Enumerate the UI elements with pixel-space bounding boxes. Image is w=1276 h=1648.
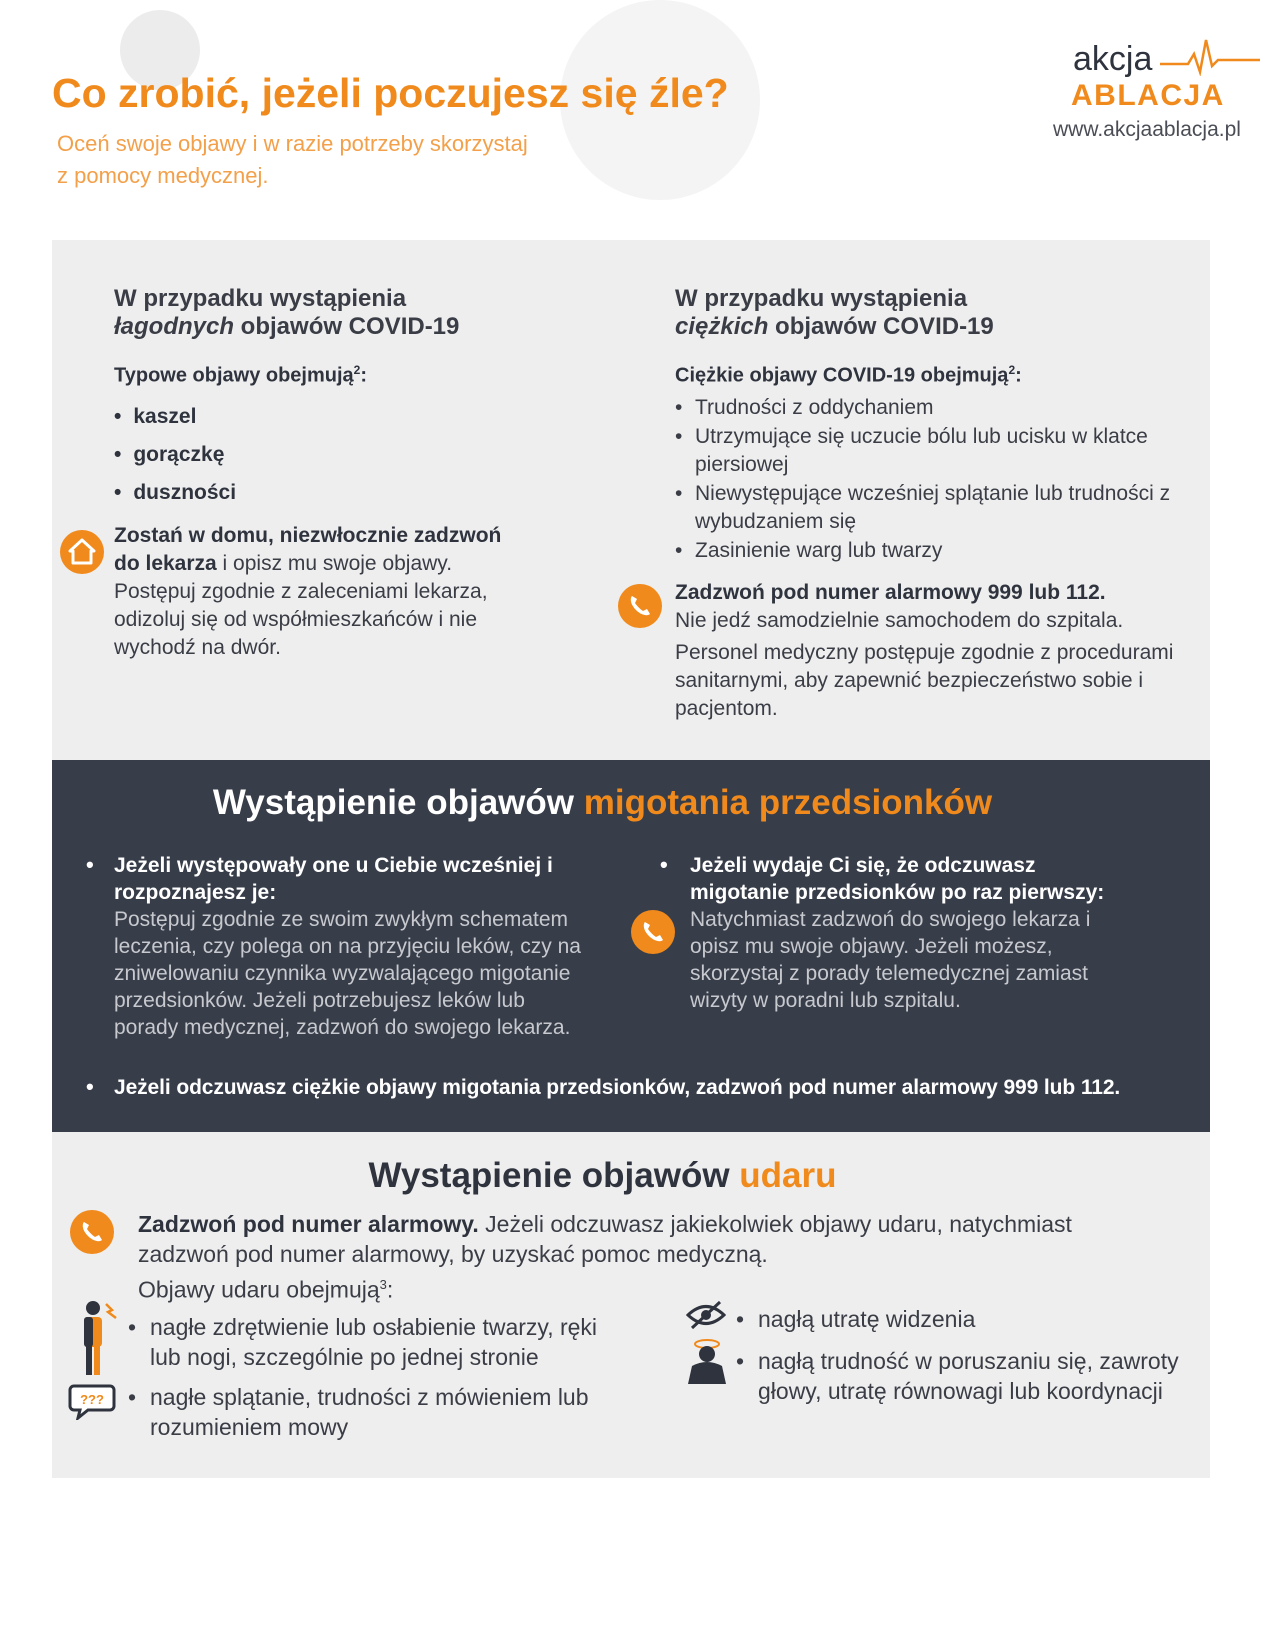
list-item: • Trudności z oddychaniem <box>675 394 1185 422</box>
list-item: • duszności <box>114 474 614 512</box>
phone-icon <box>631 910 675 954</box>
home-icon <box>60 530 104 574</box>
severe-call-advice: Zadzwoń pod numer alarmowy 999 lub 112. Nie jedź samodzielnie samochodem do szpitala. Personel medyczny postępuje zgodnie z procedurami sanitarnymi, aby zapewnić bezpieczeństwo sobie i pacjentom. <box>675 580 1174 720</box>
mild-advice: Zostań w domu, niezwłocznie zadzwoń do lekarza i opisz mu swoje objawy. Postępuj zgodnie z zaleceniami lekarza, odizoluj się od współmieszkańców i nie wychodź na dwór. <box>114 523 502 659</box>
stroke-symptom-speech: • nagłe splątanie, trudności z mówieniem lub rozumieniem mowy <box>128 1384 589 1440</box>
af-title: Wystąpienie objawów migotania przedsionków <box>212 783 993 822</box>
logo-url[interactable]: www.akcjaablacja.pl <box>1053 118 1241 141</box>
svg-text:???: ??? <box>80 1392 104 1407</box>
list-item: • kaszel <box>114 398 614 436</box>
phone-icon <box>70 1210 114 1254</box>
logo-word-ablacja: ABLACJA <box>1071 79 1225 112</box>
page-title: Co zrobić, jeżeli poczujesz się źle? <box>52 70 729 116</box>
stroke-call-advice: Zadzwoń pod numer alarmowy. Jeżeli odczuwasz jakiekolwiek objawy udaru, natychmiast zadzwoń pod numer alarmowy, by uzyskać pomoc medyczną. <box>138 1211 1072 1267</box>
page-subtitle: Oceń swoje objawy i w razie potrzeby skorzystaj z pomocy medycznej. <box>57 131 528 188</box>
severe-symptom-list <box>675 394 1185 565</box>
person-numbness-icon <box>76 1300 126 1376</box>
af-emergency-note: Jeżeli odczuwasz ciężkie objawy migotania przedsionków, zadzwoń pod numer alarmowy 999 lub 112. <box>114 1076 1121 1099</box>
speech-bubble-icon <box>68 1382 116 1420</box>
mild-symptom-list <box>114 398 614 512</box>
af-left-block: Jeżeli występowały one u Ciebie wcześniej i rozpoznajesz je: Postępuj zgodnie ze swoim zwykłym schematem leczenia, czy polega on na przyjęciu leków, czy na zniwelowaniu czynnika wyzwalającego migotanie przedsionków. Jeżeli potrzebujesz leków lub porady medycznej, zadzwoń do swojego lekarza. <box>114 854 581 1039</box>
list-item: • gorączkę <box>114 436 614 474</box>
stroke-title: Wystąpienie objawów udaru <box>368 1156 837 1195</box>
heartbeat-logo-icon <box>1160 36 1260 76</box>
bullet-icon: • <box>86 1074 94 1099</box>
stroke-symptoms-intro: Objawy udaru obejmują$^3$: <box>138 1276 394 1303</box>
mild-subheading: Typowe objawy obejmują$^2$: <box>114 362 368 387</box>
list-item: • Utrzymujące się uczucie bólu lub ucisku w klatce piersiowej <box>675 423 1185 479</box>
severe-subheading: Ciężkie objawy COVID-19 obejmują$^2$: <box>675 362 1022 387</box>
list-item: • Zasinienie warg lub twarzy <box>675 537 1185 565</box>
stroke-symptom-numbness: • nagłe zdrętwienie lub osłabienie twarzy, ręki lub nogi, szczególnie po jednej stronie <box>128 1314 598 1370</box>
af-right-block: Jeżeli wydaje Ci się, że odczuwasz migotanie przedsionków po raz pierwszy: Natychmiast zadzwoń do swojego lekarza i opisz mu swoje objawy. Jeżeli możesz, skorzystaj z porady telemedycznej zamiast wizyty w poradni lub szpitalu. <box>690 854 1105 1012</box>
eye-crossed-icon <box>686 1300 726 1330</box>
list-item: • Niewystępujące wcześniej splątanie lub trudności z wybudzaniem się <box>675 480 1185 536</box>
logo-word-akcja: akcja <box>1073 40 1153 78</box>
stroke-symptom-vision: • nagłą utratę widzenia <box>736 1306 976 1332</box>
bullet-icon: • <box>660 852 668 877</box>
mild-heading: W przypadku wystąpienia łagodnych objawów COVID-19 <box>114 284 460 340</box>
bullet-icon: • <box>86 852 94 877</box>
stroke-symptom-balance: • nagłą trudność w poruszaniu się, zawroty głowy, utratę równowagi lub koordynacji <box>736 1348 1179 1404</box>
phone-icon <box>618 584 662 628</box>
severe-heading: W przypadku wystąpienia ciężkich objawów COVID-19 <box>675 284 994 340</box>
dizziness-icon <box>682 1336 732 1386</box>
severe-symptoms-column <box>675 265 1215 723</box>
mild-symptoms-column <box>114 265 614 662</box>
